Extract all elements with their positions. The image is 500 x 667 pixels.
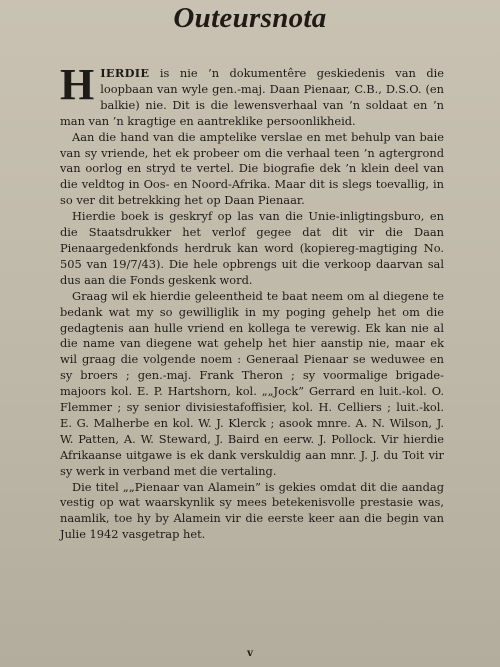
- paragraph-5: Die titel „„Pienaar van Alamein” is gekies omdat dit die aandag vestig op wat waarskynlik sy mees betekenisvolle prestasie was, naamlik, toe hy by Alamein vir die eerste keer aan die begin van Julie 1942 vasgetrap het.: [60, 479, 444, 542]
- paragraph-text: is nie ’n dokumentêre geskiedenis van die loopbaan van wyle gen.-maj. Daan Pienaar, C.B., D.S.O. (en balkie) nie. Dit is die lewensverhaal van ’n soldaat en ’n man van ’n kragtige en aantreklike persoonlikheid.: [60, 66, 444, 128]
- paragraph-2: Aan die hand van die amptelike verslae en met behulp van baie van sy vriende, het ek probeer om die verhaal teen ’n agtergrond van oorlog en stryd te vertel. Die biografie dek ’n klein deel van die veldtog in Oos- en Noord-Afrika. Maar dit is slegs toevallig, in so ver dit betrekking het op Daan Pienaar.: [60, 129, 444, 208]
- paragraph-1: [60, 60, 444, 130]
- lead-word: IERDIE: [100, 66, 150, 80]
- paragraph-3: Hierdie boek is geskryf op las van die Unie-inligtingsburo, en die Staatsdrukker het verlof gegee dat dit vir die Daan Pienaargedenkfonds herdruk kan word (kopiereg-magtiging No. 505 van 19/7/43). Die hele opbrengs uit die verkoop daarvan sal dus aan die Fonds geskenk word.: [60, 209, 444, 287]
- page-title: Outeursnota: [173, 2, 327, 34]
- drop-cap: H: [60, 60, 95, 109]
- paragraph-4: Graag wil ek hierdie geleentheid te baat neem om al diegene te bedank wat my so gewilliglik in my poging gehelp het om die gedagtenis aan hulle vriend en kollega te verewig. Ek kan nie al die name van diegene wat gehelp het hier aanstip nie, maar ek wil graag die volgende noem : Generaal Pienaar se weduwee en sy broers ; gen.-maj. Frank Theron ; sy voormalige brigade-majoors kol. E. P. Hartshorn, kol. „„Jock” Gerrard en luit.-kol. O. Flemmer ; sy senior divisiestafoffisier, kol. H. Celliers ; luit.-kol. E. G. Malherbe en kol. W. J. Klerck ; asook mnre. A. N. Wilson, J. W. Patten, A. W. Steward, J. Baird en eerw. J. Pollock. Vir hierdie Afrikaanse uitgawe is ek dank verskuldig aan mnr. J. J. du Toit vir sy werk in verband met die vertaling.: [60, 288, 444, 478]
- body-text: [60, 60, 444, 543]
- page-number: v: [247, 648, 253, 659]
